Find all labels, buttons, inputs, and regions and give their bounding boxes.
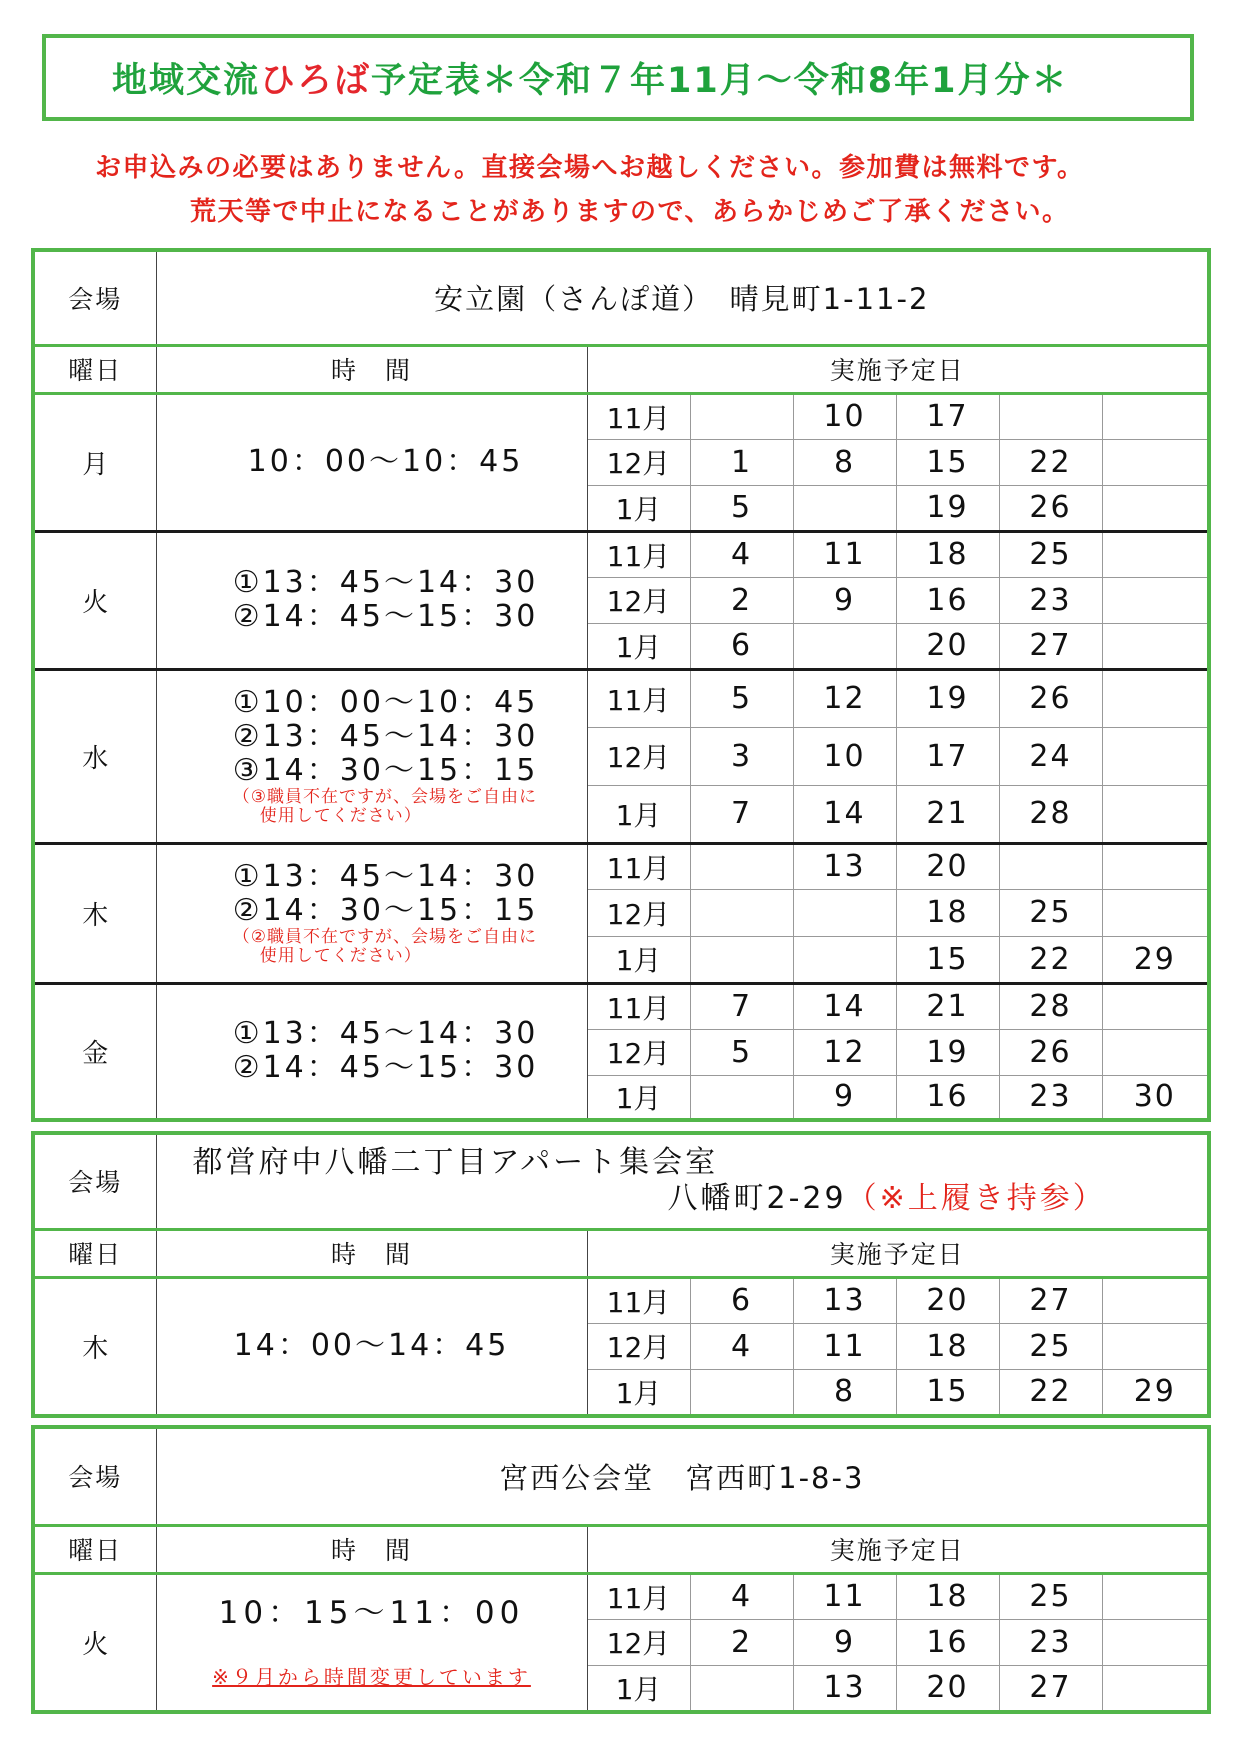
notice-line-2: 荒天等で中止になることがありますので、あらかじめご了承ください。 [190, 197, 1070, 227]
venue-name [156, 1427, 1209, 1525]
date-cell: 19 [896, 1029, 999, 1075]
venue-line [157, 1145, 1208, 1181]
date-cell: 8 [793, 439, 896, 485]
date-cell: 12 [793, 669, 896, 727]
time-block [233, 1017, 539, 1085]
month-label: 12月 [587, 439, 690, 485]
date-cell: 26 [999, 669, 1102, 727]
date-cell [793, 936, 896, 983]
date-cell: 20 [896, 843, 999, 889]
time-block [212, 1596, 531, 1688]
date-cell: 15 [896, 1369, 999, 1416]
date-cell: 20 [896, 1665, 999, 1712]
weekday-label: 金 [33, 983, 156, 1120]
schedule-row [33, 531, 1209, 577]
header-time: 時 間 [156, 1229, 587, 1277]
date-cell [1102, 727, 1209, 785]
venue-text: 宮西公会堂 宮西町1-8-3 [499, 1460, 865, 1495]
date-cell: 11 [793, 531, 896, 577]
venue-row [33, 250, 1209, 345]
date-cell: 5 [690, 1029, 793, 1075]
venue-text: 都営府中八幡二丁目アパート集会室 [192, 1145, 719, 1181]
date-cell: 29 [1102, 1369, 1209, 1416]
date-cell: 22 [999, 936, 1102, 983]
month-label: 11月 [587, 669, 690, 727]
weekday-label: 木 [33, 1277, 156, 1416]
time-slot: ②14：45～15：30 [232, 1050, 539, 1086]
schedule-row [33, 1277, 1209, 1323]
time-block [233, 860, 539, 966]
date-cell: 12 [793, 1029, 896, 1075]
month-label: 1月 [587, 1075, 690, 1120]
date-cell [1102, 1619, 1209, 1665]
date-cell: 27 [999, 623, 1102, 669]
date-cell [690, 936, 793, 983]
month-label: 11月 [587, 531, 690, 577]
date-cell: 2 [690, 577, 793, 623]
schedule-table-3 [31, 1425, 1211, 1714]
month-label: 12月 [587, 1619, 690, 1665]
date-cell: 4 [690, 531, 793, 577]
schedule-row [33, 983, 1209, 1029]
date-cell [690, 889, 793, 936]
month-label: 11月 [606, 401, 671, 435]
date-cell: 16 [896, 577, 999, 623]
date-cell [1102, 439, 1209, 485]
time-cell [156, 1573, 587, 1712]
venue-row [33, 1133, 1209, 1229]
venue-text: 安立園（さんぽ道） 晴見町1-11-2 [434, 282, 930, 317]
date-cell: 14 [793, 983, 896, 1029]
time-cell [156, 1277, 587, 1416]
month-label: 1月 [587, 1665, 690, 1712]
date-cell: 22 [999, 439, 1102, 485]
schedule-table-2 [31, 1131, 1211, 1418]
date-cell: 16 [896, 1619, 999, 1665]
time-note: （②職員不在ですが、会場をご自由に [232, 927, 537, 947]
date-cell: 15 [896, 439, 999, 485]
header-time: 時 間 [156, 345, 587, 393]
date-cell: 10 [793, 727, 896, 785]
header-dates: 実施予定日 [587, 1525, 1209, 1573]
time-cell [156, 843, 587, 983]
date-cell: 21 [896, 983, 999, 1029]
time-block [233, 686, 539, 826]
venue-label: 会場 [33, 1133, 156, 1229]
notice-line-1: お申込みの必要はありません。直接会場へお越しください。参加費は無料です。 [95, 153, 1085, 183]
weekday-label: 月 [33, 393, 156, 531]
venue-text: 八幡町2-29 [667, 1181, 847, 1217]
header-row [33, 1229, 1209, 1277]
month-label: 12月 [587, 727, 690, 785]
month-label: 1月 [587, 936, 690, 983]
header-weekday: 曜日 [33, 1229, 156, 1277]
time-cell [156, 983, 587, 1120]
time-note: ※９月から時間変更しています [212, 1665, 531, 1690]
date-cell [1102, 1323, 1209, 1369]
date-cell: 7 [690, 983, 793, 1029]
schedule-table-1 [31, 248, 1211, 1122]
time-slot: ①13：45～14：30 [232, 859, 539, 894]
date-cell: 18 [896, 1323, 999, 1369]
header-weekday: 曜日 [33, 1525, 156, 1573]
title-rest: 予定表＊令和７年11月～令和8年1月分＊ [371, 60, 1069, 101]
date-cell [1102, 485, 1209, 531]
date-cell: 30 [1102, 1075, 1209, 1120]
date-cell [1102, 577, 1209, 623]
time-slot: 10：15～11：00 [218, 1595, 525, 1632]
date-cell: 25 [999, 1323, 1102, 1369]
date-cell: 25 [999, 1573, 1102, 1619]
month-label: 11月 [587, 843, 690, 889]
date-cell [1102, 1665, 1209, 1712]
time-slot: 10：00～10：45 [247, 444, 524, 479]
time-block [233, 566, 539, 634]
schedule-row [33, 843, 1209, 889]
title-highlight: ひろば [260, 60, 372, 101]
venue-note: （※上履き持参） [846, 1181, 1106, 1217]
time-slot: ②14：30～15：15 [232, 893, 539, 928]
header-row [33, 345, 1209, 393]
date-cell: 19 [896, 485, 999, 531]
date-cell: 18 [896, 531, 999, 577]
weekday-label: 木 [33, 843, 156, 983]
month-label: 12月 [587, 577, 690, 623]
date-cell [1102, 843, 1209, 889]
date-cell: 25 [999, 531, 1102, 577]
time-block [234, 1329, 510, 1363]
date-cell [999, 843, 1102, 889]
date-cell: 17 [896, 727, 999, 785]
date-cell [1102, 1029, 1209, 1075]
date-cell: 22 [999, 1369, 1102, 1416]
month-label: 1月 [587, 785, 690, 843]
venue-line [157, 277, 1208, 318]
month-label: 11月 [587, 983, 690, 1029]
date-cell: 18 [896, 889, 999, 936]
date-cell: 4 [690, 1573, 793, 1619]
header-row [33, 1525, 1209, 1573]
date-cell [793, 889, 896, 936]
date-cell [1102, 531, 1209, 577]
header-time: 時 間 [156, 1525, 587, 1573]
date-cell [690, 393, 793, 439]
date-cell: 25 [999, 889, 1102, 936]
date-cell: 26 [999, 1029, 1102, 1075]
date-cell: 9 [793, 1075, 896, 1120]
venue-label: 会場 [33, 250, 156, 345]
date-cell [1102, 785, 1209, 843]
weekday-label: 火 [33, 1573, 156, 1712]
date-cell: 17 [896, 393, 999, 439]
venue-label: 会場 [33, 1427, 156, 1525]
schedule-row [33, 393, 1209, 439]
date-cell: 16 [896, 1075, 999, 1120]
date-cell: 21 [896, 785, 999, 843]
time-slot: ①13：45～14：30 [232, 565, 539, 600]
date-cell: 1 [690, 439, 793, 485]
date-cell: 6 [690, 623, 793, 669]
date-cell: 4 [690, 1323, 793, 1369]
date-cell: 28 [999, 983, 1102, 1029]
date-cell: 3 [690, 727, 793, 785]
date-cell: 8 [793, 1369, 896, 1416]
date-cell: 27 [999, 1277, 1102, 1323]
date-cell: 29 [1102, 936, 1209, 983]
date-cell: 13 [793, 1665, 896, 1712]
date-cell: 13 [793, 843, 896, 889]
date-cell: 6 [690, 1277, 793, 1323]
venue-name [156, 1133, 1209, 1229]
venue-line [157, 1181, 1208, 1217]
date-cell: 9 [793, 577, 896, 623]
header-dates: 実施予定日 [587, 1229, 1209, 1277]
date-cell: 15 [896, 936, 999, 983]
time-note: 使用してください） [259, 946, 422, 966]
time-slot: 14：00～14：45 [233, 1328, 510, 1364]
date-cell [1102, 393, 1209, 439]
time-block [248, 445, 524, 479]
time-cell [156, 669, 587, 843]
header-weekday: 曜日 [33, 345, 156, 393]
weekday-label: 火 [33, 531, 156, 669]
date-cell: 23 [999, 577, 1102, 623]
date-cell [793, 623, 896, 669]
venue-name [156, 250, 1209, 345]
date-cell: 11 [793, 1323, 896, 1369]
date-cell: 9 [793, 1619, 896, 1665]
date-cell: 5 [690, 485, 793, 531]
date-cell: 14 [793, 785, 896, 843]
date-cell [690, 1075, 793, 1120]
venue-line [157, 1456, 1208, 1497]
title-lead: 地域交流 [112, 60, 261, 101]
date-cell: 23 [999, 1619, 1102, 1665]
venue-row [33, 1427, 1209, 1525]
time-slot: ②13：45～14：30 [232, 719, 539, 754]
time-slot: ③14：30～15：15 [232, 753, 539, 788]
date-cell [1102, 623, 1209, 669]
time-note: （③職員不在ですが、会場をご自由に [232, 787, 537, 807]
date-cell [690, 1369, 793, 1416]
time-cell [156, 531, 587, 669]
date-cell: 27 [999, 1665, 1102, 1712]
date-cell: 11 [793, 1573, 896, 1619]
time-note: 使用してください） [259, 806, 422, 826]
month-label: 1月 [587, 485, 690, 531]
weekday-label: 水 [33, 669, 156, 843]
time-cell [156, 393, 587, 531]
month-label: 12月 [587, 1323, 690, 1369]
date-cell [1102, 983, 1209, 1029]
date-cell: 7 [690, 785, 793, 843]
date-cell: 23 [999, 1075, 1102, 1120]
date-cell: 26 [999, 485, 1102, 531]
time-slot: ②14：45～15：30 [232, 599, 539, 634]
title-box [42, 34, 1194, 121]
date-cell: 24 [999, 727, 1102, 785]
header-dates: 実施予定日 [587, 345, 1209, 393]
date-cell [999, 393, 1102, 439]
date-cell: 10 [793, 393, 896, 439]
date-cell [1102, 1573, 1209, 1619]
date-cell: 18 [896, 1573, 999, 1619]
time-slot: ①13：45～14：30 [232, 1016, 539, 1052]
time-slot: ①10：00～10：45 [232, 685, 539, 720]
month-label: 12月 [587, 1029, 690, 1075]
date-cell [690, 1665, 793, 1712]
date-cell [690, 843, 793, 889]
date-cell [793, 485, 896, 531]
date-cell [1102, 669, 1209, 727]
date-cell: 28 [999, 785, 1102, 843]
month-label: 1月 [587, 1369, 690, 1416]
date-cell: 20 [896, 1277, 999, 1323]
date-cell: 2 [690, 1619, 793, 1665]
date-cell: 13 [793, 1277, 896, 1323]
date-cell [1102, 1277, 1209, 1323]
month-label: 11月 [606, 1581, 671, 1615]
month-label: 11月 [606, 1285, 671, 1319]
date-cell [1102, 889, 1209, 936]
date-cell: 20 [896, 623, 999, 669]
date-cell: 5 [690, 669, 793, 727]
schedule-row [33, 1573, 1209, 1619]
date-cell: 19 [896, 669, 999, 727]
schedule-row [33, 669, 1209, 727]
month-label: 12月 [587, 889, 690, 936]
month-label: 1月 [587, 623, 690, 669]
